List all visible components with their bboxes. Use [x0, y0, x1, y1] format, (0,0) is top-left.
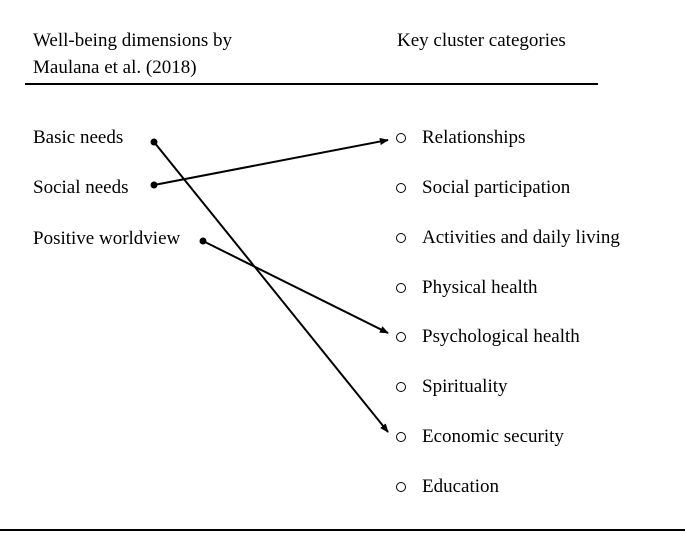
arrow-line [154, 142, 388, 432]
category-label: Relationships [422, 127, 526, 148]
arrow-basic-needs-to-economic-security [151, 139, 389, 433]
category-label: Psychological health [422, 326, 580, 347]
dimension-positive-worldview: Positive worldview [33, 228, 181, 249]
category-label: Economic security [422, 426, 564, 447]
arrow-line [203, 241, 388, 333]
category-label: Education [422, 476, 500, 497]
category-label: Physical health [422, 277, 538, 298]
dimension-social-needs: Social needs [33, 177, 129, 198]
category-label: Activities and daily living [422, 227, 620, 248]
arrow-positive-worldview-to-psychological-health [200, 238, 389, 334]
category-label: Social participation [422, 177, 571, 198]
right-column-header: Key cluster categories [397, 30, 566, 51]
left-header-line-1: Well-being dimensions by [33, 30, 232, 51]
footer-rule [0, 529, 685, 531]
category-label: Spirituality [422, 376, 508, 397]
arrow-line [154, 140, 388, 185]
left-header-line-2: Maulana et al. (2018) [33, 57, 197, 78]
dimension-basic-needs: Basic needs [33, 127, 124, 148]
